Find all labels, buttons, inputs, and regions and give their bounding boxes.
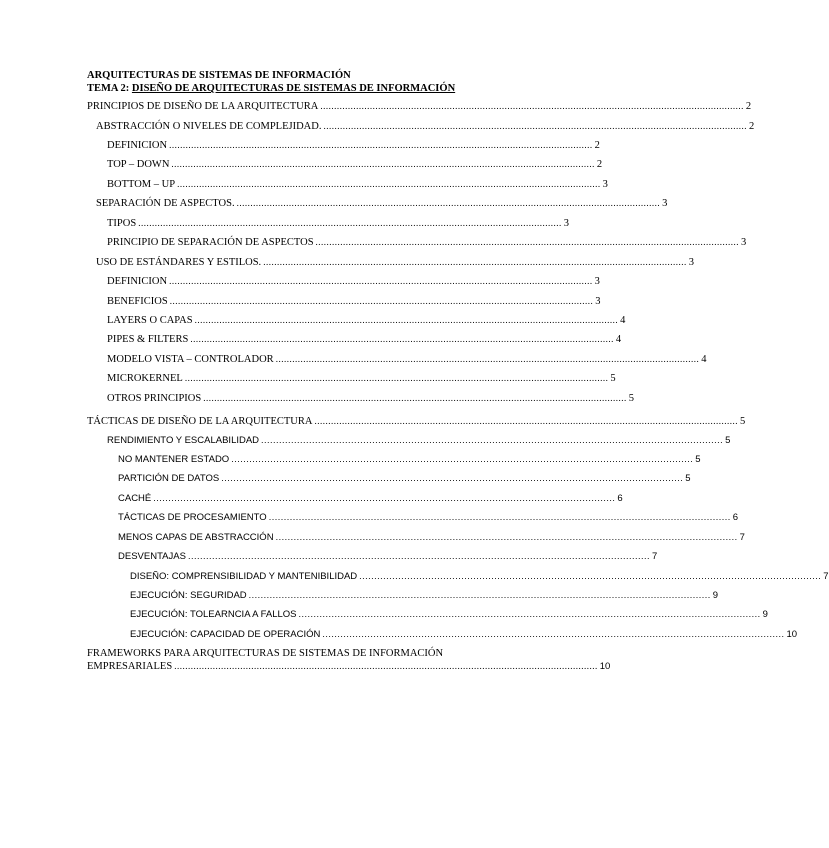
toc-entry[interactable] (130, 589, 719, 602)
toc-leader: .......................................................................................................................................................... (221, 473, 684, 483)
toc-entry-label: TÁCTICAS DE DISEÑO DE LA ARQUITECTURA (87, 416, 313, 427)
toc-entry[interactable] (107, 314, 626, 327)
toc-leader: .......................................................................................................................................................... (268, 512, 731, 522)
toc-entry[interactable] (118, 472, 691, 485)
subtitle-prefix: TEMA 2: (87, 83, 130, 94)
toc-leader: .......................................................................................................................................................... (236, 198, 661, 208)
toc-entry-page: 5 (610, 373, 616, 384)
toc-entry[interactable] (107, 217, 569, 230)
toc-leader: .......................................................................................................................................................... (323, 121, 747, 131)
document-subtitle (87, 83, 455, 95)
toc-entry[interactable] (96, 120, 755, 133)
toc-entry-page: 5 (739, 416, 746, 427)
toc-entry-label: ABSTRACCIÓN O NIVELES DE COMPLEJIDAD. (96, 121, 322, 132)
toc-leader: .......................................................................................................................................................... (187, 551, 651, 561)
toc-entry-page: 5 (628, 393, 634, 404)
toc-leader: .......................................................................................................................................................... (169, 276, 593, 286)
toc-entry[interactable] (130, 608, 768, 621)
toc-entry-label: TÁCTICAS DE PROCESAMIENTO (118, 512, 267, 523)
toc-entry[interactable] (107, 372, 616, 385)
toc-entry-label: EJECUCIÓN: TOLEARNCIA A FALLOS (130, 609, 297, 620)
toc-entry-page: 9 (762, 609, 768, 620)
toc-leader: .......................................................................................................................................................... (275, 532, 738, 542)
toc-entry-page: 9 (712, 590, 719, 601)
toc-leader: .......................................................................................................................................................... (275, 354, 700, 364)
toc-entry[interactable] (107, 139, 600, 152)
toc-entry-page: 3 (594, 276, 600, 287)
toc-entry-page: 3 (563, 218, 569, 229)
toc-entry-label: RENDIMIENTO Y ESCALABILIDAD (107, 435, 260, 446)
toc-entry-label: PRINCIPIO DE SEPARACIÓN DE ASPECTOS (107, 237, 314, 248)
toc-entry-label: BENEFICIOS (107, 296, 168, 307)
toc-leader: .......................................................................................................................................................... (359, 571, 822, 581)
toc-entry[interactable] (107, 275, 600, 288)
toc-entry[interactable] (107, 236, 747, 249)
toc-entry-label: OTROS PRINCIPIOS (107, 393, 202, 404)
toc-entry[interactable] (107, 158, 603, 171)
toc-entry-page: 4 (620, 315, 626, 326)
toc-leader: .......................................................................................................................................................... (320, 101, 744, 111)
toc-entry[interactable] (96, 197, 668, 210)
toc-entry-page: 5 (685, 473, 691, 484)
toc-entry[interactable] (107, 392, 634, 405)
toc-leader: .......................................................................................................................................................... (231, 454, 694, 464)
toc-entry[interactable] (130, 628, 798, 641)
toc-entry-label: TOP – DOWN (107, 159, 170, 170)
toc-entry-page: 4 (615, 334, 622, 345)
toc-entry[interactable] (87, 100, 752, 113)
toc-entry-page: 3 (741, 237, 747, 248)
toc-entry[interactable] (118, 492, 623, 505)
toc-leader: .......................................................................................................................................................... (298, 609, 761, 619)
toc-leader: .......................................................................................................................................................... (171, 159, 595, 169)
toc-entry-page: 3 (688, 257, 694, 268)
toc-leader: .......................................................................................................................................................... (263, 257, 687, 267)
toc-leader: .......................................................................................................................................................... (203, 393, 627, 403)
toc-entry-page: 3 (602, 179, 608, 190)
toc-leader: .......................................................................................................................................................... (184, 373, 609, 383)
toc-entry[interactable] (87, 415, 746, 428)
toc-entry[interactable] (107, 434, 731, 447)
toc-entry[interactable] (107, 353, 707, 366)
toc-entry-label: BOTTOM – UP (107, 179, 176, 190)
toc-entry-label-continued: EMPRESARIALES (87, 661, 173, 672)
document-title: ARQUITECTURAS DE SISTEMAS DE INFORMACIÓN (87, 70, 351, 81)
toc-entry-label: MENOS CAPAS DE ABSTRACCIÓN (118, 532, 274, 543)
toc-entry-page: 5 (695, 454, 701, 465)
toc-leader: .......................................................................................................................................................... (261, 435, 724, 445)
toc-entry-page: 6 (732, 512, 739, 523)
toc-leader: .......................................................................................................................................................... (194, 315, 619, 325)
toc-entry-label: DISEÑO: COMPRENSIBILIDAD Y MANTENIBILIDAD (130, 571, 358, 582)
toc-entry[interactable] (107, 178, 608, 191)
toc-entry-label: NO MANTENER ESTADO (118, 454, 230, 465)
toc-entry-label: CACHÉ (118, 493, 152, 504)
toc-leader: .......................................................................................................................................................... (169, 140, 593, 150)
toc-leader: .......................................................................................................................................................... (190, 334, 614, 344)
toc-leader: .......................................................................................................................................................... (138, 218, 562, 228)
toc-entry-label: DESVENTAJAS (118, 551, 186, 562)
subtitle-text: DISEÑO DE ARQUITECTURAS DE SISTEMAS DE INFORMACIÓN (131, 83, 456, 94)
toc-entry-label: EJECUCIÓN: SEGURIDAD (130, 590, 247, 601)
toc-entry-label: PIPES & FILTERS (107, 334, 189, 345)
toc-entry-label: PRINCIPIOS DE DISEÑO DE LA ARQUITECTURA (87, 101, 319, 112)
toc-entry-page: 2 (596, 159, 603, 170)
toc-entry-label: MICROKERNEL (107, 373, 183, 384)
toc-entry-page: 7 (739, 532, 745, 543)
toc-leader: .......................................................................................................................................................... (153, 493, 616, 503)
toc-entry-page: 3 (595, 296, 601, 307)
toc-entry-page: 5 (725, 435, 731, 446)
toc-leader: .......................................................................................................................................................... (174, 661, 598, 671)
toc-entry-page: 2 (748, 121, 755, 132)
toc-leader: .......................................................................................................................................................... (322, 629, 785, 639)
toc-entry[interactable] (107, 295, 601, 308)
toc-entry-page: 7 (652, 551, 658, 562)
toc-entry-label: TIPOS (107, 218, 137, 229)
toc-entry[interactable] (118, 511, 739, 524)
toc-entry-page: 10 (786, 629, 798, 640)
toc-entry-page: 4 (701, 354, 707, 365)
toc-entry-page: 3 (662, 198, 668, 209)
toc-leader: .......................................................................................................................................................... (169, 296, 594, 306)
toc-entry[interactable] (96, 256, 694, 269)
toc-entry-label: MODELO VISTA – CONTROLADOR (107, 354, 274, 365)
toc-entry-label: DEFINICION (107, 276, 168, 287)
toc-leader: .......................................................................................................................................................... (177, 179, 601, 189)
toc-entry-label: SEPARACIÓN DE ASPECTOS. (96, 198, 235, 209)
toc-entry[interactable] (118, 550, 658, 563)
toc-entry-label: LAYERS O CAPAS (107, 315, 193, 326)
toc-entry-label: FRAMEWORKS PARA ARQUITECTURAS DE SISTEMAS DE INFORMACIÓN (87, 648, 444, 659)
toc-entry[interactable] (87, 648, 611, 673)
toc-leader: .......................................................................................................................................................... (248, 590, 711, 600)
toc-entry[interactable] (118, 453, 701, 466)
toc-leader: .......................................................................................................................................................... (315, 237, 740, 247)
toc-entry-page: 2 (594, 140, 600, 151)
toc-entry-label: PARTICIÓN DE DATOS (118, 473, 220, 484)
toc-entry-label: USO DE ESTÁNDARES Y ESTILOS. (96, 257, 262, 268)
toc-entry-page: 2 (745, 101, 752, 112)
toc-entry-label: EJECUCIÓN: CAPACIDAD DE OPERACIÓN (130, 629, 321, 640)
toc-entry-page: 10 (599, 661, 611, 672)
toc-entry-label: DEFINICION (107, 140, 168, 151)
toc-entry-page: 7 (823, 571, 829, 582)
toc-entry[interactable] (107, 333, 622, 346)
toc-entry[interactable] (130, 570, 829, 583)
toc-leader: .......................................................................................................................................................... (314, 416, 738, 426)
toc-entry[interactable] (118, 531, 745, 544)
toc-entry-page: 6 (617, 493, 623, 504)
